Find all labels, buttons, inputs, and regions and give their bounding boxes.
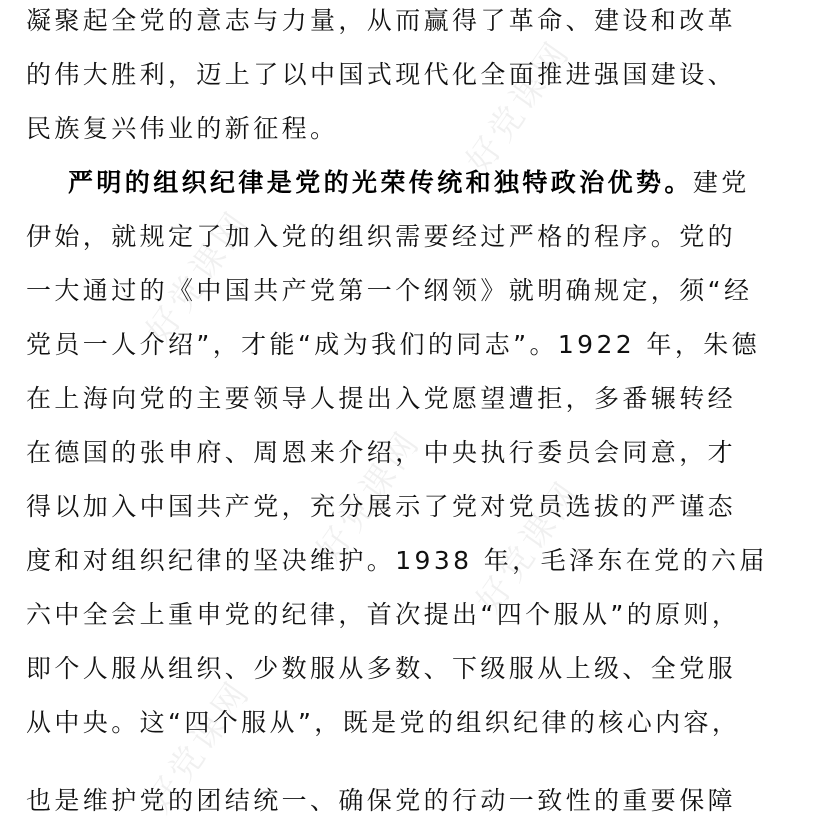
line-text: 的伟大胜利，迈上了以中国式现代化全面推进强国建设、: [26, 60, 737, 89]
watermark: 好党课网: [138, 202, 259, 351]
text-line: [26, 60, 786, 90]
line-text: 一大通过的《中国共产党第一个纲领》就明确规定，须“经: [26, 276, 753, 305]
line-text: 建党: [692, 168, 750, 197]
text-line: [26, 438, 786, 468]
line-text: 从中央。这“四个服从”，既是党的组织纪律的核心内容，: [26, 708, 741, 737]
line-text: 伊始，就规定了加入党的组织需要经过严格的程序。党的: [26, 222, 737, 251]
line-text: 在德国的张申府、周恩来介绍，中央执行委员会同意，才: [26, 438, 737, 467]
text-line: [26, 600, 786, 630]
text-line: [26, 114, 786, 144]
text-line: [26, 492, 786, 522]
line-text: 党员一人介绍”，才能“成为我们的同志”。1922 年，朱德: [26, 330, 761, 359]
line-text: 即个人服从组织、少数服从多数、下级服从上级、全党服: [26, 654, 737, 683]
text-line-cut-off: [26, 786, 786, 816]
text-line: [26, 384, 786, 414]
line-text: 度和对组织纪律的坚决维护。1938 年，毛泽东在党的六届: [26, 546, 768, 575]
text-line: [26, 708, 786, 738]
line-text: 凝聚起全党的意志与力量，从而赢得了革命、建设和改革: [26, 6, 737, 35]
line-text: 也是维护党的团结统一、确保党的行动一致性的重要保障: [26, 786, 737, 815]
line-text: 得以加入中国共产党，充分展示了党对党员选拔的严谨态: [26, 492, 737, 521]
text-line: [26, 546, 786, 576]
bold-heading-sentence: 严明的组织纪律是党的光荣传统和独特政治优势。: [68, 168, 693, 197]
line-text: 民族复兴伟业的新征程。: [26, 114, 339, 143]
text-line: [26, 330, 786, 360]
line-text: 在上海向党的主要领导人提出入党愿望遭拒，多番辗转经: [26, 384, 737, 413]
watermark: 好党课网: [458, 32, 579, 181]
watermark: 好党课网: [468, 472, 589, 621]
text-line: [26, 222, 786, 252]
watermark: 好党课网: [308, 422, 429, 571]
text-line: [26, 654, 786, 684]
paragraph-start-line: [68, 168, 828, 198]
text-line: [26, 276, 786, 306]
text-line: [26, 6, 786, 36]
watermark: 好党课网: [138, 672, 259, 821]
line-text: 六中全会上重申党的纪律，首次提出“四个服从”的原则，: [26, 600, 741, 629]
